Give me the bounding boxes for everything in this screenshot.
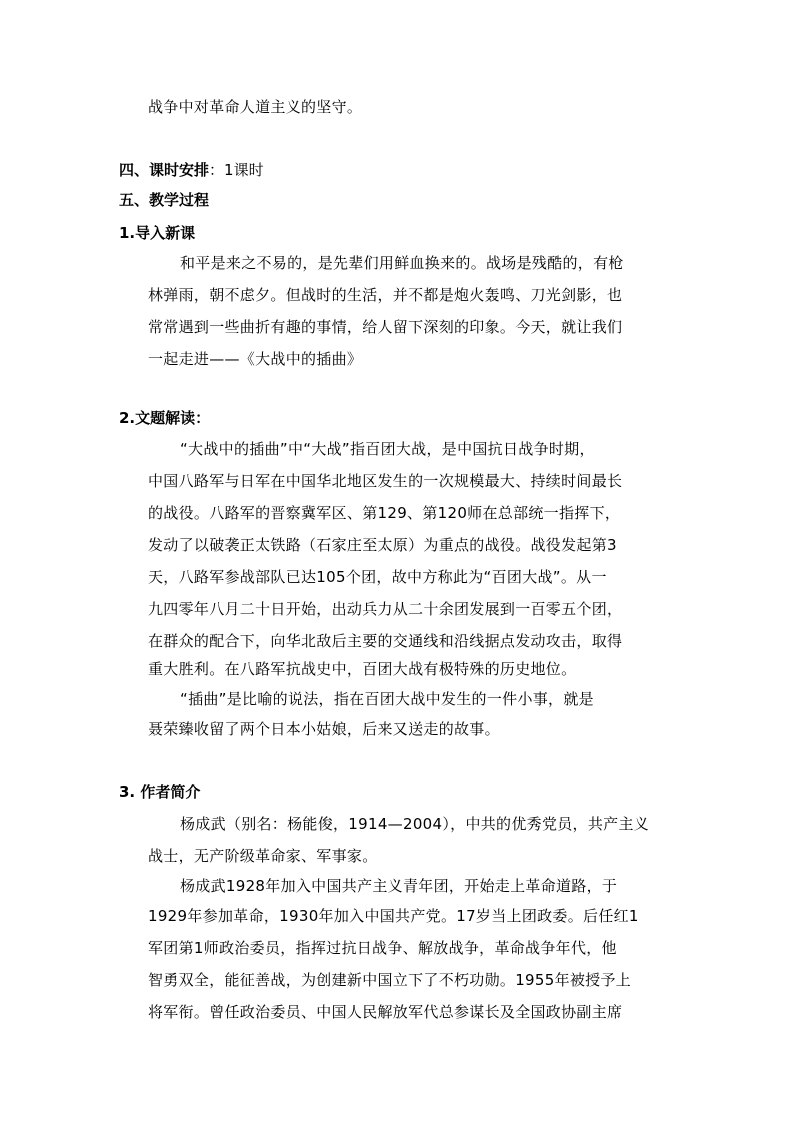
subsection-2-heading <box>119 408 210 428</box>
sub2-p1-line-3: 的战役。八路军的晋察冀军区、第129、第120师在总部统一指挥下， <box>148 504 621 522</box>
sub2-p1-line-2: 中国八路军与日军在中国华北地区发生的一次规模最大、持续时间最长 <box>148 472 623 490</box>
section-4-label: 四、课时安排 <box>119 161 210 179</box>
sub3-p2-line-1: 杨成武1928年加入中国共产主义青年团，开始走上革命道路，于 <box>180 877 618 895</box>
sub1-line-1: 和平是来之不易的，是先辈们用鲜血换来的。战场是残酷的，有枪 <box>180 254 624 272</box>
section-5-label: 五、教学过程 <box>119 191 210 209</box>
subsection-1-label: 1.导入新课 <box>119 224 196 242</box>
sub3-p2-line-4: 智勇双全，能征善战，为创建新中国立下了不朽功勋。1955年被授予上 <box>148 971 632 989</box>
section-4-heading <box>119 160 264 180</box>
sub2-p1-line-1: “大战中的插曲”中“大战”指百团大战，是中国抗日战争时期， <box>180 440 595 458</box>
section-5-heading <box>119 190 209 210</box>
subsection-3-label: 3. 作者简介 <box>119 783 201 801</box>
sub1-line-3: 常常遇到一些曲折有趣的事情，给人留下深刻的印象。今天，就让我们 <box>148 318 623 336</box>
sub2-p1-line-6: 九四零年八月二十日开始，出动兵力从二十余团发展到一百零五个团， <box>148 600 623 618</box>
subsection-3-heading <box>119 782 200 802</box>
sub2-p1-line-5: 天，八路军参战部队已达105个团，故中方称此为“百团大战”。从一 <box>148 568 607 586</box>
sub2-p1-line-7: 在群众的配合下，向华北敌后主要的交通线和沿线据点发动攻击，取得 <box>148 632 623 650</box>
intro-tail-line: 战争中对革命人道主义的坚守。 <box>148 98 363 116</box>
section-4-value: 1课时 <box>224 161 264 179</box>
sub2-p2-line-2: 聂荣臻收留了两个日本小姑娘，后来又送走的故事。 <box>148 720 500 738</box>
sub3-p2-line-3: 军团第1师政治委员，指挥过抗日战争、解放战争，革命战争年代，他 <box>148 939 617 957</box>
sub3-p1-line-2: 战士，无产阶级革命家、军事家。 <box>148 847 378 865</box>
sub2-p1-line-8: 重大胜利。在八路军抗战史中，百团大战有极特殊的历史地位。 <box>148 660 577 678</box>
subsection-1-heading <box>119 223 195 243</box>
sub3-p2-line-2: 1929年参加革命，1930年加入中国共产党。17岁当上团政委。后任红1 <box>148 907 639 925</box>
section-4-separator: ： <box>209 161 225 179</box>
sub2-p2-line-1: “插曲”是比喻的说法，指在百团大战中发生的一件小事，就是 <box>180 690 594 708</box>
sub1-line-2: 林弹雨，朝不虑夕。但战时的生活，并不都是炮火轰鸣、刀光剑影，也 <box>148 286 623 304</box>
subsection-2-label: 2.文题解读： <box>119 409 211 427</box>
sub3-p2-line-5: 将军衔。曾任政治委员、中国人民解放军代总参谋长及全国政协副主席 <box>148 1003 623 1021</box>
sub2-p1-line-4: 发动了以破袭正太铁路（石家庄至太原）为重点的战役。战役发起第3 <box>148 536 617 554</box>
sub3-p1-line-1: 杨成武（别名：杨能俊，1914—2004），中共的优秀党员，共产主义 <box>180 815 650 833</box>
sub1-line-4: 一起走进——《大战中的插曲》 <box>148 350 363 368</box>
